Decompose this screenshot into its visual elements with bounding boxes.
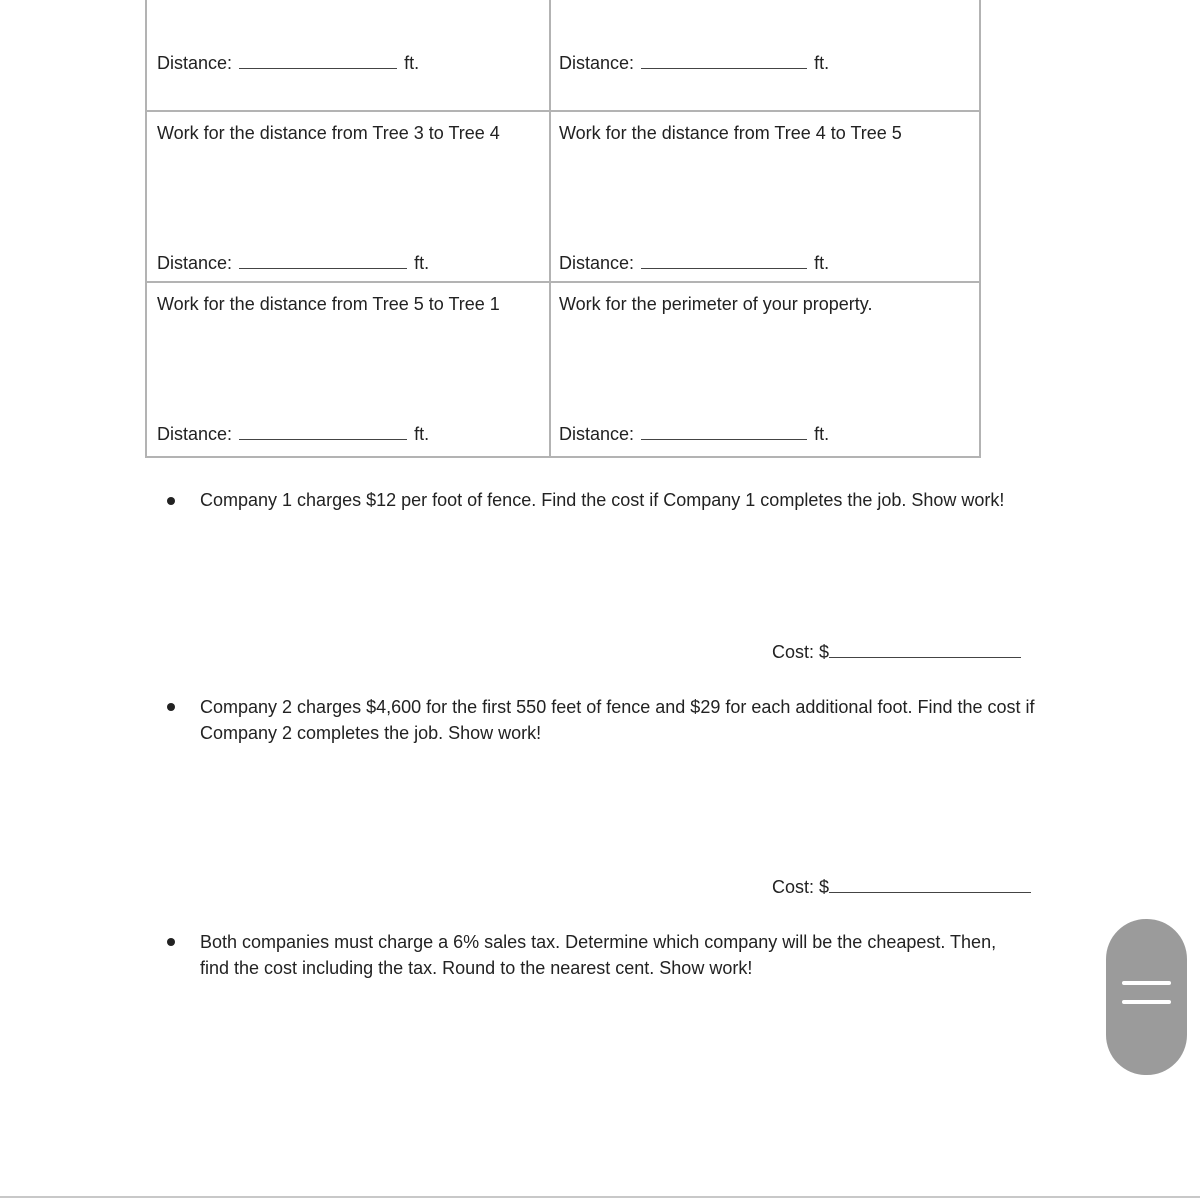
unit-label: ft. (414, 253, 430, 273)
distance-label: Distance: (157, 53, 233, 73)
unit-label: ft. (814, 424, 830, 444)
distance-line (559, 252, 829, 274)
bullet-icon (167, 938, 175, 946)
question-2-text: Company 2 charges $4,600 for the first 550 feet of fence and $29 for each additional foot. Find the cost if Company 2 completes the job. Show work! (200, 697, 1035, 743)
table-row-divider (147, 110, 979, 112)
cell-heading: Work for the distance from Tree 5 to Tree 1 (157, 294, 500, 314)
cost-blank[interactable] (829, 643, 1021, 658)
distance-blank[interactable] (239, 54, 397, 69)
distance-work-table (145, 0, 981, 458)
cost-line (772, 876, 1031, 898)
unit-label: ft. (404, 53, 420, 73)
table-row-divider (147, 281, 979, 283)
distance-line (157, 52, 419, 74)
distance-line (157, 423, 429, 445)
unit-label: ft. (414, 424, 430, 444)
distance-label: Distance: (157, 424, 233, 444)
distance-blank[interactable] (239, 425, 407, 440)
bullet-icon (167, 703, 175, 711)
cost-line (772, 641, 1021, 663)
bullet-icon (167, 497, 175, 505)
cost-label: Cost: $ (772, 642, 830, 662)
distance-blank[interactable] (641, 254, 807, 269)
cell-heading: Work for the distance from Tree 3 to Tree 4 (157, 123, 500, 143)
distance-line (559, 52, 829, 74)
table-column-divider (549, 0, 551, 456)
unit-label: ft. (814, 53, 830, 73)
distance-label: Distance: (559, 53, 635, 73)
distance-blank[interactable] (239, 254, 407, 269)
cost-blank[interactable] (829, 878, 1031, 893)
distance-line (559, 423, 829, 445)
drag-handle-icon[interactable] (1106, 919, 1187, 1075)
grip-line (1122, 981, 1171, 985)
unit-label: ft. (814, 253, 830, 273)
cell-heading: Work for the perimeter of your property. (559, 294, 873, 314)
page-bottom-divider (0, 1196, 1200, 1198)
distance-blank[interactable] (641, 425, 807, 440)
distance-blank[interactable] (641, 54, 807, 69)
grip-line (1122, 1000, 1171, 1004)
distance-line (157, 252, 429, 274)
question-1-text: Company 1 charges $12 per foot of fence. Find the cost if Company 1 completes the job. Show work! (200, 490, 1005, 510)
question-3-text: Both companies must charge a 6% sales tax. Determine which company will be the cheapest. Then, find the cost including the tax. Round to the nearest cent. Show work! (200, 932, 997, 978)
cell-heading: Work for the distance from Tree 4 to Tree 5 (559, 123, 902, 143)
distance-label: Distance: (157, 253, 233, 273)
distance-label: Distance: (559, 424, 635, 444)
cost-label: Cost: $ (772, 877, 830, 897)
distance-label: Distance: (559, 253, 635, 273)
